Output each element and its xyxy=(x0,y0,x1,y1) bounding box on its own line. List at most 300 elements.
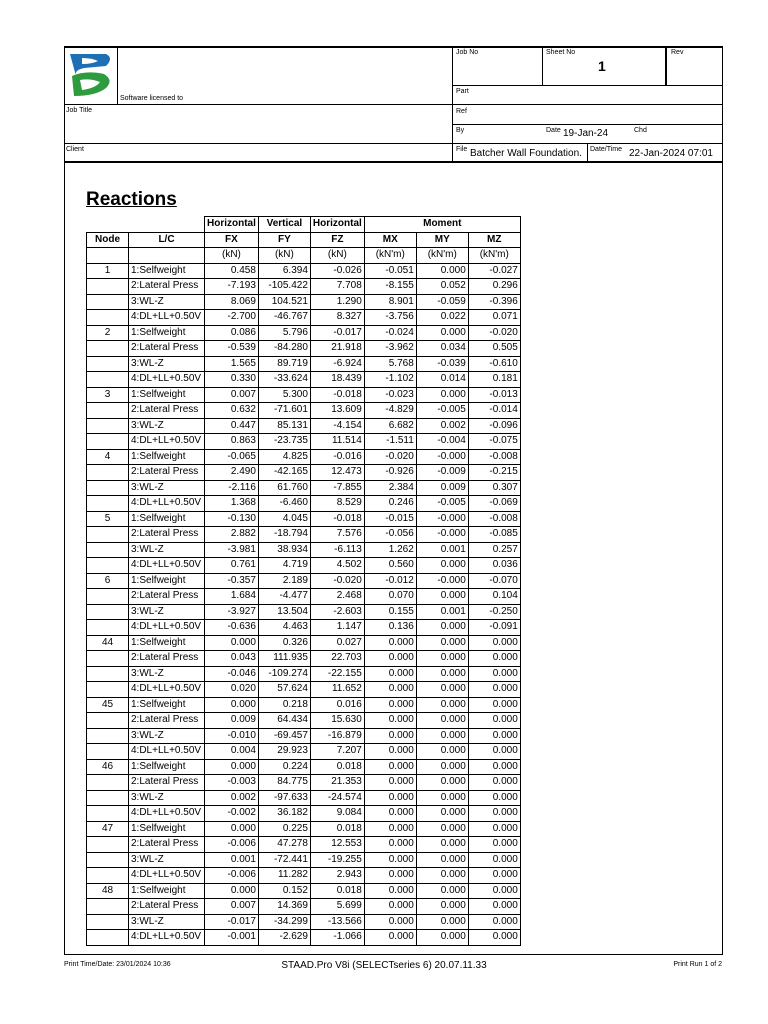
value-cell: -3.981 xyxy=(205,542,259,558)
load-case-cell: 4:DL+LL+0.50V xyxy=(129,744,205,760)
value-cell: 0.009 xyxy=(205,713,259,729)
unit-cell: (kN) xyxy=(310,248,364,264)
value-cell: 89.719 xyxy=(258,356,310,372)
table-row xyxy=(87,728,521,744)
table-row xyxy=(87,744,521,760)
value-cell: -0.000 xyxy=(416,573,468,589)
value-cell: -13.566 xyxy=(310,914,364,930)
value-cell: -23.735 xyxy=(258,434,310,450)
value-cell: 1.147 xyxy=(310,620,364,636)
node-cell xyxy=(87,542,129,558)
value-cell: 0.000 xyxy=(416,682,468,698)
value-cell: 7.207 xyxy=(310,744,364,760)
value-cell: -42.165 xyxy=(258,465,310,481)
value-cell: -97.633 xyxy=(258,790,310,806)
value-cell: 18.439 xyxy=(310,372,364,388)
value-cell: 0.000 xyxy=(364,775,416,791)
value-cell: -0.005 xyxy=(416,496,468,512)
value-cell: 0.000 xyxy=(416,775,468,791)
value-cell: 0.000 xyxy=(416,790,468,806)
footer-print-run: Print Run 1 of 2 xyxy=(673,961,722,968)
node-cell xyxy=(87,480,129,496)
value-cell: 8.069 xyxy=(205,294,259,310)
value-cell: 0.000 xyxy=(416,728,468,744)
table-row xyxy=(87,635,521,651)
value-cell: 0.000 xyxy=(468,899,520,915)
value-cell: 0.000 xyxy=(416,883,468,899)
value-cell: 11.652 xyxy=(310,682,364,698)
section-title: Reactions xyxy=(86,189,177,210)
table-row xyxy=(87,325,521,341)
value-cell: 0.001 xyxy=(416,604,468,620)
table-row xyxy=(87,418,521,434)
value-cell: 0.000 xyxy=(364,821,416,837)
table-row xyxy=(87,496,521,512)
load-case-cell: 4:DL+LL+0.50V xyxy=(129,558,205,574)
table-row xyxy=(87,651,521,667)
group-header: Moment xyxy=(364,217,520,233)
value-cell: -0.023 xyxy=(364,387,416,403)
table-row xyxy=(87,263,521,279)
table-row xyxy=(87,573,521,589)
sheet-no-value: 1 xyxy=(598,58,606,74)
node-cell xyxy=(87,527,129,543)
value-cell: -0.610 xyxy=(468,356,520,372)
node-cell xyxy=(87,728,129,744)
value-cell: -0.091 xyxy=(468,620,520,636)
value-cell: -2.700 xyxy=(205,310,259,326)
value-cell: 0.016 xyxy=(310,697,364,713)
value-cell: -7.193 xyxy=(205,279,259,295)
value-cell: 0.505 xyxy=(468,341,520,357)
value-cell: 0.000 xyxy=(416,697,468,713)
table-row xyxy=(87,775,521,791)
value-cell: -0.017 xyxy=(205,914,259,930)
value-cell: 9.084 xyxy=(310,806,364,822)
value-cell: 0.225 xyxy=(258,821,310,837)
load-case-cell: 2:Lateral Press xyxy=(129,589,205,605)
value-cell: -0.000 xyxy=(416,511,468,527)
table-row xyxy=(87,899,521,915)
value-cell: 0.000 xyxy=(468,852,520,868)
value-cell: 0.000 xyxy=(416,837,468,853)
value-cell: 5.768 xyxy=(364,356,416,372)
value-cell: 4.502 xyxy=(310,558,364,574)
value-cell: 0.000 xyxy=(416,744,468,760)
value-cell: 0.152 xyxy=(258,883,310,899)
value-cell: 0.000 xyxy=(364,852,416,868)
load-case-cell: 4:DL+LL+0.50V xyxy=(129,930,205,946)
value-cell: 12.553 xyxy=(310,837,364,853)
value-cell: 0.000 xyxy=(468,666,520,682)
value-cell: 0.000 xyxy=(364,759,416,775)
value-cell: 14.369 xyxy=(258,899,310,915)
column-header: MX xyxy=(364,232,416,248)
value-cell: 0.000 xyxy=(364,930,416,946)
load-case-cell: 3:WL-Z xyxy=(129,852,205,868)
value-cell: 0.000 xyxy=(468,744,520,760)
value-cell: -3.927 xyxy=(205,604,259,620)
datetime-label: Date/Time xyxy=(590,146,623,153)
value-cell: 4.825 xyxy=(258,449,310,465)
value-cell: 0.000 xyxy=(468,806,520,822)
node-cell xyxy=(87,372,129,388)
value-cell: -24.574 xyxy=(310,790,364,806)
value-cell: -0.075 xyxy=(468,434,520,450)
node-cell xyxy=(87,682,129,698)
value-cell: -7.855 xyxy=(310,480,364,496)
value-cell: 0.000 xyxy=(416,620,468,636)
value-cell: 0.000 xyxy=(468,930,520,946)
node-cell xyxy=(87,806,129,822)
node-cell xyxy=(87,279,129,295)
value-cell: 8.327 xyxy=(310,310,364,326)
value-cell: 4.045 xyxy=(258,511,310,527)
load-case-cell: 3:WL-Z xyxy=(129,728,205,744)
value-cell: 0.034 xyxy=(416,341,468,357)
load-case-cell: 1:Selfweight xyxy=(129,325,205,341)
reactions-table xyxy=(86,216,521,946)
value-cell: -0.051 xyxy=(364,263,416,279)
value-cell: 61.760 xyxy=(258,480,310,496)
file-value: Batcher Wall Foundation. xyxy=(470,148,582,159)
value-cell: -0.018 xyxy=(310,387,364,403)
node-cell: 45 xyxy=(87,697,129,713)
value-cell: -0.020 xyxy=(468,325,520,341)
value-cell: -69.457 xyxy=(258,728,310,744)
value-cell: -2.603 xyxy=(310,604,364,620)
value-cell: 0.000 xyxy=(205,697,259,713)
value-cell: -6.460 xyxy=(258,496,310,512)
value-cell: 0.307 xyxy=(468,480,520,496)
table-row xyxy=(87,527,521,543)
table-row xyxy=(87,868,521,884)
value-cell: 111.935 xyxy=(258,651,310,667)
value-cell: 0.000 xyxy=(416,263,468,279)
unit-row xyxy=(87,248,521,264)
value-cell: 0.000 xyxy=(364,899,416,915)
value-cell: 2.189 xyxy=(258,573,310,589)
load-case-cell: 4:DL+LL+0.50V xyxy=(129,496,205,512)
node-cell xyxy=(87,852,129,868)
value-cell: 0.000 xyxy=(416,821,468,837)
chd-label: Chd xyxy=(634,127,647,134)
table-row xyxy=(87,589,521,605)
load-case-cell: 4:DL+LL+0.50V xyxy=(129,868,205,884)
value-cell: 0.246 xyxy=(364,496,416,512)
value-cell: -0.016 xyxy=(310,449,364,465)
value-cell: -46.767 xyxy=(258,310,310,326)
load-case-cell: 2:Lateral Press xyxy=(129,837,205,853)
value-cell: 15.630 xyxy=(310,713,364,729)
value-cell: 0.000 xyxy=(416,666,468,682)
value-cell: -0.020 xyxy=(364,449,416,465)
node-cell xyxy=(87,604,129,620)
load-case-cell: 4:DL+LL+0.50V xyxy=(129,806,205,822)
value-cell: -0.215 xyxy=(468,465,520,481)
load-case-cell: 2:Lateral Press xyxy=(129,465,205,481)
table-row xyxy=(87,356,521,372)
value-cell: 0.022 xyxy=(416,310,468,326)
footer-program: STAAD.Pro V8i (SELECTseries 6) 20.07.11.33 xyxy=(281,960,487,971)
load-case-cell: 4:DL+LL+0.50V xyxy=(129,682,205,698)
value-cell: 0.000 xyxy=(364,666,416,682)
value-cell: 2.468 xyxy=(310,589,364,605)
value-cell: 11.514 xyxy=(310,434,364,450)
unit-cell: (kN'm) xyxy=(364,248,416,264)
node-cell xyxy=(87,341,129,357)
value-cell: -0.008 xyxy=(468,449,520,465)
load-case-cell: 4:DL+LL+0.50V xyxy=(129,310,205,326)
column-header: Node xyxy=(87,232,129,248)
load-case-cell: 2:Lateral Press xyxy=(129,527,205,543)
node-cell xyxy=(87,713,129,729)
table-row xyxy=(87,713,521,729)
node-cell xyxy=(87,899,129,915)
table-row xyxy=(87,821,521,837)
node-cell: 48 xyxy=(87,883,129,899)
software-licensed-label: Software licensed to xyxy=(120,95,184,102)
rev-label: Rev xyxy=(671,49,684,56)
load-case-cell: 2:Lateral Press xyxy=(129,713,205,729)
load-case-cell: 1:Selfweight xyxy=(129,635,205,651)
footer-print-time: Print Time/Date: 23/01/2024 10:36 xyxy=(64,961,171,968)
value-cell: 2.490 xyxy=(205,465,259,481)
value-cell: 0.018 xyxy=(310,759,364,775)
value-cell: 0.000 xyxy=(416,930,468,946)
value-cell: 0.052 xyxy=(416,279,468,295)
value-cell: 0.018 xyxy=(310,821,364,837)
part-label: Part xyxy=(456,88,469,95)
node-cell xyxy=(87,651,129,667)
node-cell xyxy=(87,403,129,419)
node-cell xyxy=(87,666,129,682)
value-cell: -4.154 xyxy=(310,418,364,434)
value-cell: 0.002 xyxy=(205,790,259,806)
value-cell: 0.000 xyxy=(364,635,416,651)
value-cell: 22.703 xyxy=(310,651,364,667)
value-cell: 0.000 xyxy=(416,899,468,915)
group-header-row xyxy=(87,217,521,233)
value-cell: 0.000 xyxy=(468,821,520,837)
value-cell: -0.009 xyxy=(416,465,468,481)
value-cell: 0.000 xyxy=(468,651,520,667)
value-cell: -1.102 xyxy=(364,372,416,388)
value-cell: -0.010 xyxy=(205,728,259,744)
value-cell: 0.000 xyxy=(364,790,416,806)
value-cell: 0.458 xyxy=(205,263,259,279)
value-cell: -0.065 xyxy=(205,449,259,465)
value-cell: 0.330 xyxy=(205,372,259,388)
table-row xyxy=(87,806,521,822)
table-row xyxy=(87,372,521,388)
value-cell: -0.926 xyxy=(364,465,416,481)
value-cell: 4.463 xyxy=(258,620,310,636)
value-cell: -0.039 xyxy=(416,356,468,372)
load-case-cell: 3:WL-Z xyxy=(129,294,205,310)
value-cell: -0.096 xyxy=(468,418,520,434)
value-cell: 13.504 xyxy=(258,604,310,620)
bentley-b-logo-icon xyxy=(66,50,116,102)
value-cell: -0.024 xyxy=(364,325,416,341)
value-cell: 0.000 xyxy=(416,589,468,605)
value-cell: 0.007 xyxy=(205,899,259,915)
node-cell xyxy=(87,837,129,853)
value-cell: 0.000 xyxy=(364,883,416,899)
table-row xyxy=(87,511,521,527)
value-cell: 0.447 xyxy=(205,418,259,434)
value-cell: 0.004 xyxy=(205,744,259,760)
load-case-cell: 3:WL-Z xyxy=(129,914,205,930)
value-cell: 5.699 xyxy=(310,899,364,915)
value-cell: 0.155 xyxy=(364,604,416,620)
value-cell: -0.059 xyxy=(416,294,468,310)
value-cell: -0.396 xyxy=(468,294,520,310)
value-cell: 0.009 xyxy=(416,480,468,496)
node-cell: 47 xyxy=(87,821,129,837)
value-cell: 1.565 xyxy=(205,356,259,372)
table-row xyxy=(87,434,521,450)
value-cell: 12.473 xyxy=(310,465,364,481)
table-row xyxy=(87,387,521,403)
value-cell: 21.918 xyxy=(310,341,364,357)
load-case-cell: 3:WL-Z xyxy=(129,542,205,558)
table-row xyxy=(87,682,521,698)
node-cell: 46 xyxy=(87,759,129,775)
value-cell: 0.000 xyxy=(205,821,259,837)
value-cell: 0.000 xyxy=(416,387,468,403)
node-cell: 6 xyxy=(87,573,129,589)
table-row xyxy=(87,837,521,853)
value-cell: 5.796 xyxy=(258,325,310,341)
value-cell: 0.020 xyxy=(205,682,259,698)
column-header: FZ xyxy=(310,232,364,248)
node-cell xyxy=(87,496,129,512)
table-row xyxy=(87,341,521,357)
value-cell: -0.046 xyxy=(205,666,259,682)
value-cell: -0.003 xyxy=(205,775,259,791)
value-cell: -4.477 xyxy=(258,589,310,605)
value-cell: 0.007 xyxy=(205,387,259,403)
value-cell: 1.290 xyxy=(310,294,364,310)
node-cell xyxy=(87,930,129,946)
node-cell xyxy=(87,790,129,806)
node-cell xyxy=(87,465,129,481)
load-case-cell: 1:Selfweight xyxy=(129,759,205,775)
value-cell: -16.879 xyxy=(310,728,364,744)
node-cell xyxy=(87,310,129,326)
table-row xyxy=(87,914,521,930)
value-cell: 0.000 xyxy=(205,883,259,899)
date-value: 19-Jan-24 xyxy=(563,128,609,139)
value-cell: 0.632 xyxy=(205,403,259,419)
job-title-label: Job Title xyxy=(66,107,93,114)
value-cell: 0.326 xyxy=(258,635,310,651)
unit-cell: (kN'm) xyxy=(416,248,468,264)
value-cell: -0.000 xyxy=(416,527,468,543)
node-cell xyxy=(87,868,129,884)
value-cell: -0.013 xyxy=(468,387,520,403)
load-case-cell: 4:DL+LL+0.50V xyxy=(129,620,205,636)
value-cell: 0.000 xyxy=(468,635,520,651)
table-row xyxy=(87,279,521,295)
value-cell: -1.511 xyxy=(364,434,416,450)
load-case-cell: 2:Lateral Press xyxy=(129,341,205,357)
value-cell: 64.434 xyxy=(258,713,310,729)
value-cell: 0.218 xyxy=(258,697,310,713)
value-cell: -0.636 xyxy=(205,620,259,636)
table-row xyxy=(87,403,521,419)
load-case-cell: 2:Lateral Press xyxy=(129,775,205,791)
value-cell: -33.624 xyxy=(258,372,310,388)
value-cell: -6.113 xyxy=(310,542,364,558)
value-cell: 0.000 xyxy=(364,868,416,884)
load-case-cell: 3:WL-Z xyxy=(129,604,205,620)
table-row xyxy=(87,604,521,620)
client-label: Client xyxy=(66,146,84,153)
value-cell: 21.353 xyxy=(310,775,364,791)
group-header: Horizontal xyxy=(205,217,259,233)
node-cell: 2 xyxy=(87,325,129,341)
value-cell: -0.006 xyxy=(205,868,259,884)
value-cell: -0.017 xyxy=(310,325,364,341)
value-cell: -3.962 xyxy=(364,341,416,357)
value-cell: 0.070 xyxy=(364,589,416,605)
value-cell: 84.775 xyxy=(258,775,310,791)
column-header-row xyxy=(87,232,521,248)
value-cell: -0.018 xyxy=(310,511,364,527)
value-cell: -0.006 xyxy=(205,837,259,853)
value-cell: 11.282 xyxy=(258,868,310,884)
value-cell: 0.000 xyxy=(468,790,520,806)
value-cell: -6.924 xyxy=(310,356,364,372)
value-cell: 0.001 xyxy=(416,542,468,558)
value-cell: -0.004 xyxy=(416,434,468,450)
unit-cell: (kN'm) xyxy=(468,248,520,264)
value-cell: 1.684 xyxy=(205,589,259,605)
value-cell: 85.131 xyxy=(258,418,310,434)
value-cell: 0.000 xyxy=(468,775,520,791)
node-cell: 5 xyxy=(87,511,129,527)
value-cell: 0.000 xyxy=(468,837,520,853)
value-cell: 0.000 xyxy=(416,713,468,729)
value-cell: 0.000 xyxy=(416,868,468,884)
table-row xyxy=(87,465,521,481)
value-cell: -4.829 xyxy=(364,403,416,419)
value-cell: 0.000 xyxy=(364,806,416,822)
table-row xyxy=(87,759,521,775)
value-cell: -0.000 xyxy=(416,449,468,465)
table-row xyxy=(87,697,521,713)
value-cell: 4.719 xyxy=(258,558,310,574)
value-cell: 104.521 xyxy=(258,294,310,310)
value-cell: 0.000 xyxy=(416,651,468,667)
value-cell: 0.000 xyxy=(468,682,520,698)
value-cell: -72.441 xyxy=(258,852,310,868)
value-cell: 1.368 xyxy=(205,496,259,512)
load-case-cell: 1:Selfweight xyxy=(129,449,205,465)
value-cell: 2.943 xyxy=(310,868,364,884)
value-cell: 0.296 xyxy=(468,279,520,295)
value-cell: 0.000 xyxy=(364,914,416,930)
value-cell: -84.280 xyxy=(258,341,310,357)
value-cell: 0.000 xyxy=(364,682,416,698)
value-cell: 0.000 xyxy=(205,759,259,775)
load-case-cell: 3:WL-Z xyxy=(129,480,205,496)
group-header: Horizontal xyxy=(310,217,364,233)
value-cell: 0.000 xyxy=(416,325,468,341)
value-cell: -8.155 xyxy=(364,279,416,295)
